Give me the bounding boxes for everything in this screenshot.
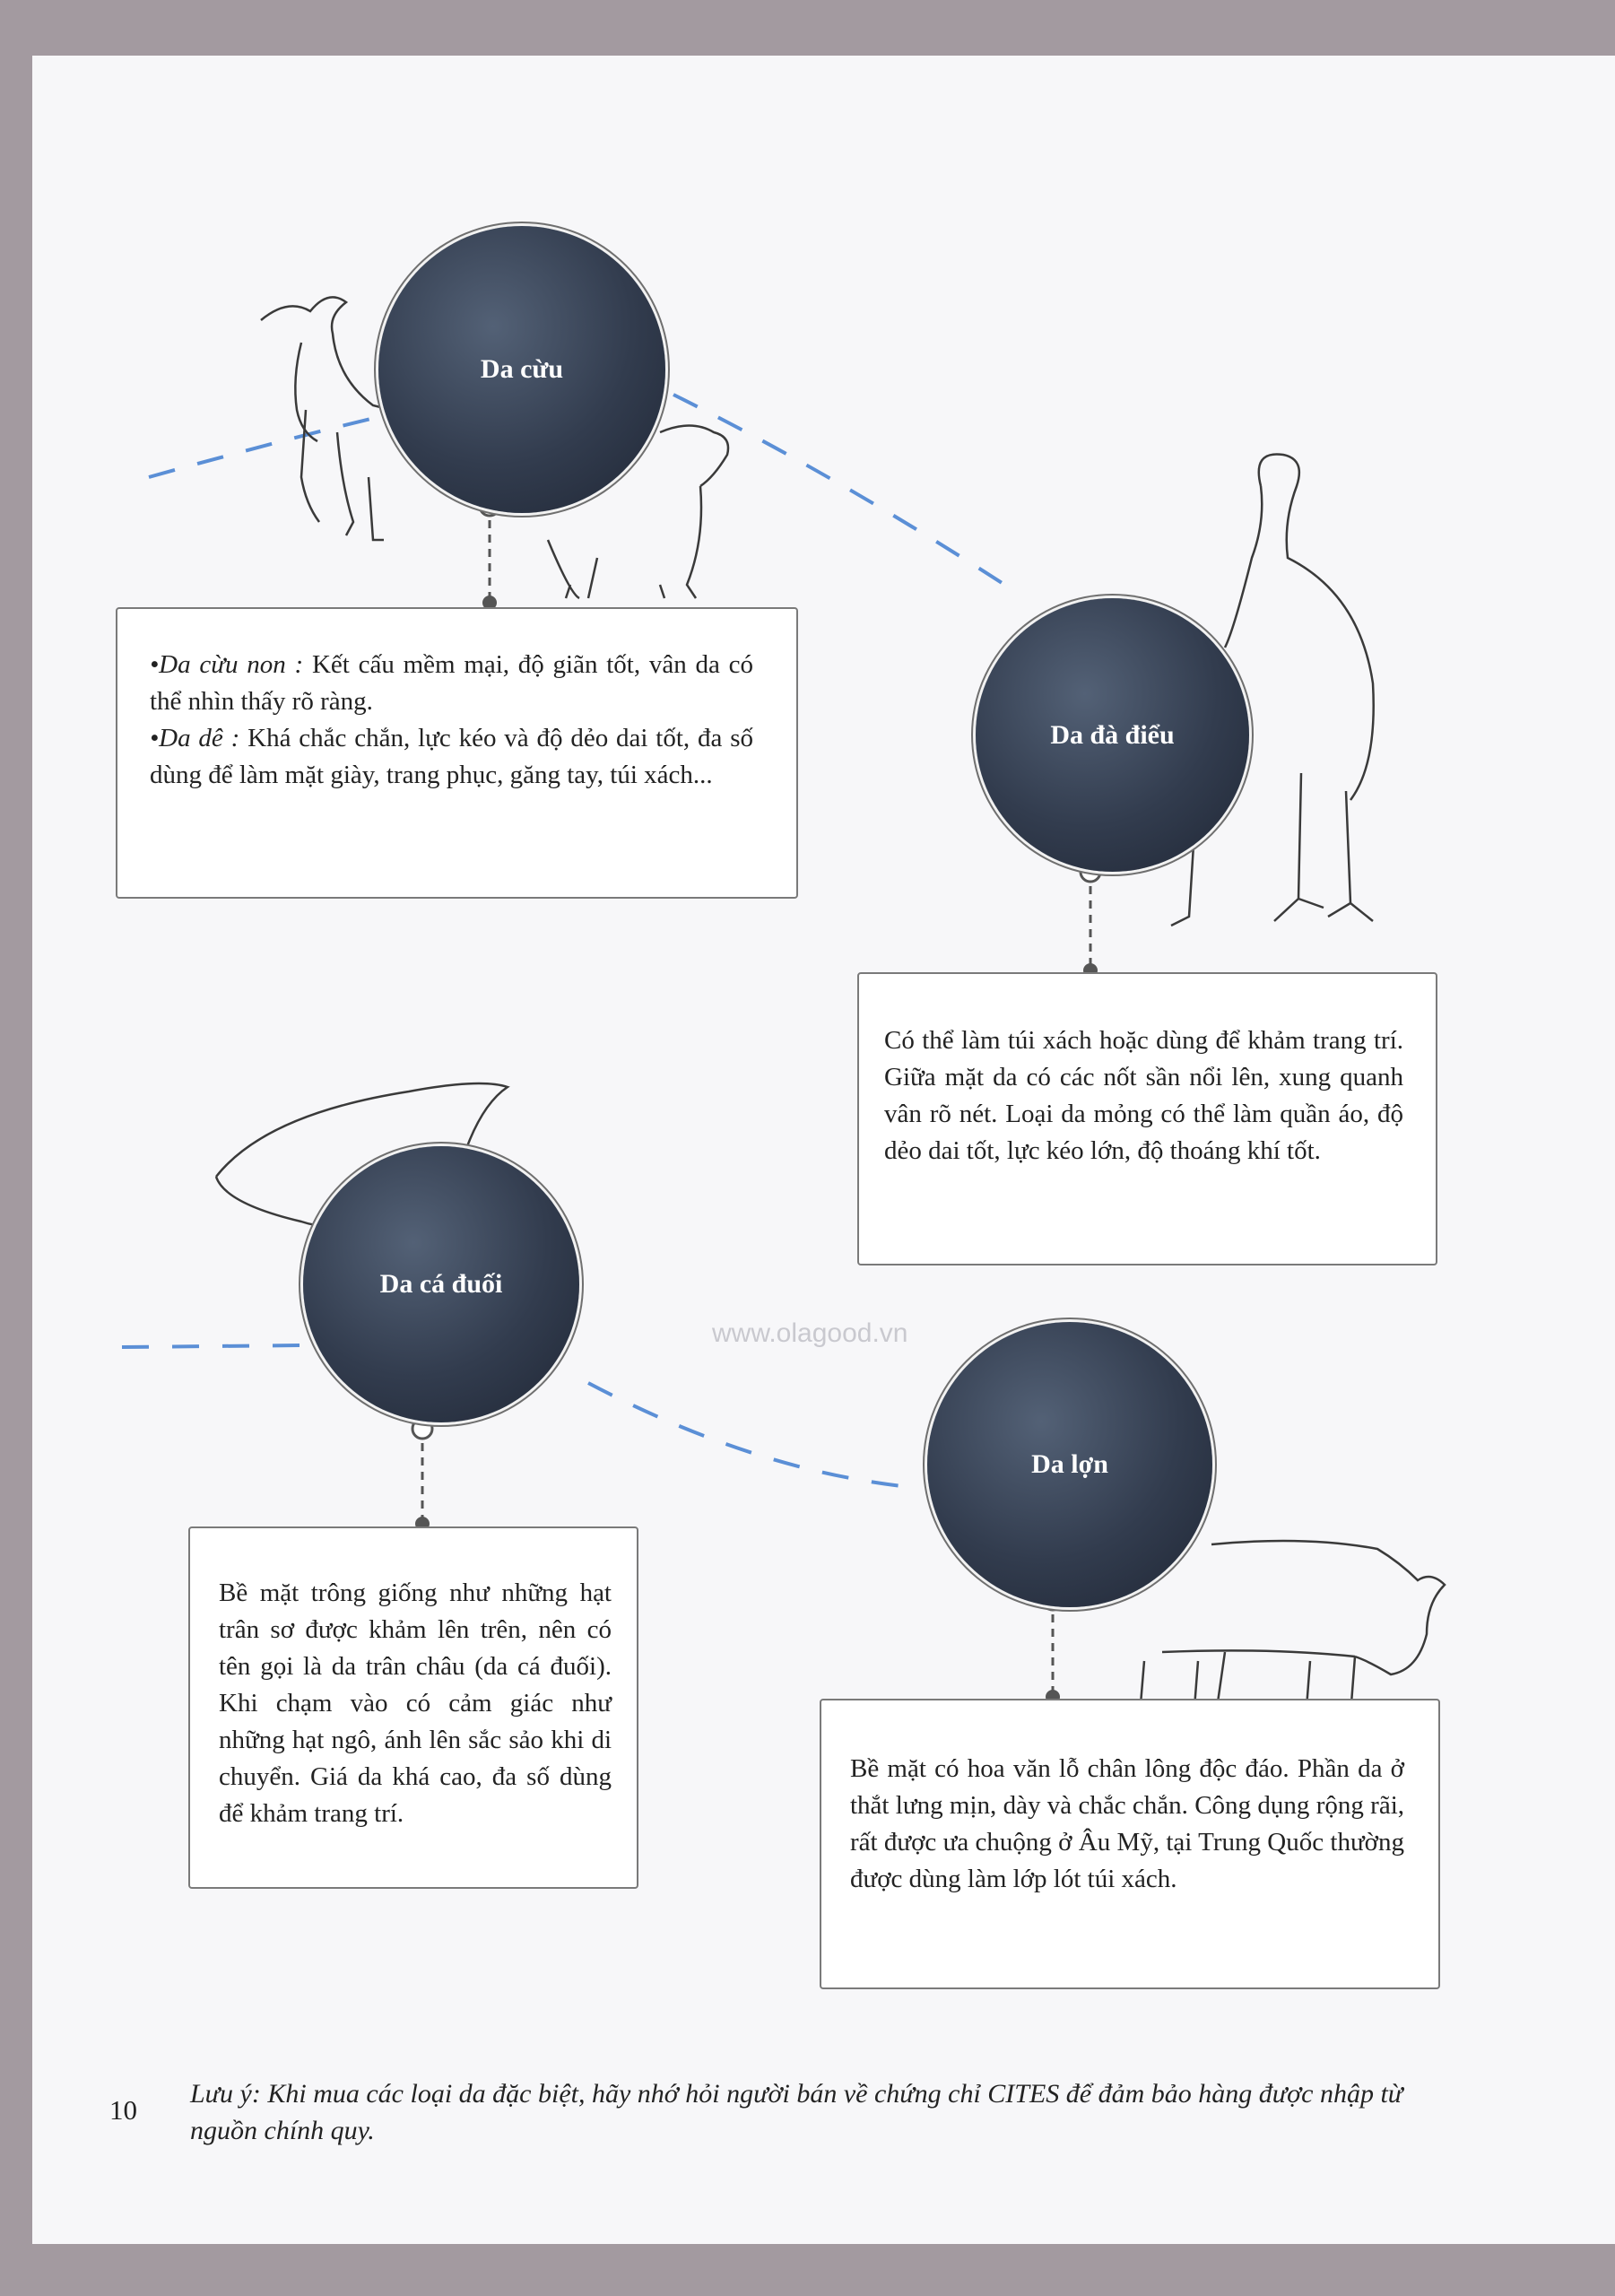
description-box-ostrich <box>857 972 1437 1265</box>
circle-label: Da cừu <box>480 354 564 384</box>
description-text: Bề mặt trông giống như những hạt trân sơ được khảm lên trên, nên có tên gọi là da trân châu (da cá đuối). Khi chạm vào có cảm giác như những hạt ngô, ánh lên sắc sảo khi di chuyển. Giá da khá cao, đa số dùng để khảm trang trí. <box>219 1578 612 1828</box>
page-number: 10 <box>109 2094 137 2126</box>
flow-line-mid-right <box>588 1383 902 1486</box>
circle-label: Da lợn <box>1031 1449 1108 1479</box>
flow-line-top <box>149 410 409 477</box>
circle-label: Da cá đuối <box>379 1269 503 1299</box>
flow-line-top-right <box>673 395 1019 594</box>
description-box-stingray <box>188 1526 638 1889</box>
watermark: www.olagood.vn <box>712 1318 908 1348</box>
connector-3 <box>412 1419 432 1531</box>
page <box>32 56 1615 2244</box>
description-line: •Da cừu non : Kết cấu mềm mại, độ giãn tốt, vân da có thể nhìn thấy rõ ràng. <box>150 650 753 716</box>
footnote: Lưu ý: Khi mua các loại da đặc biệt, hãy nhớ hỏi người bán về chứng chỉ CITES để đảm bảo hàng được nhập từ nguồn chính quy. <box>190 2079 1403 2145</box>
description-text: Có thể làm túi xách hoặc dùng để khảm trang trí. Giữa mặt da có các nốt sần nổi lên, xung quanh vân rõ nét. Loại da mỏng có thể làm quần áo, độ dẻo dai tốt, lực kéo lớn, độ thoáng khí tốt. <box>884 1026 1403 1165</box>
leather-circle-ostrich <box>976 598 1249 872</box>
flow-line-mid-left <box>122 1345 301 1347</box>
leather-circle-pig <box>927 1322 1212 1607</box>
leather-circle-stingray <box>303 1146 579 1422</box>
connector-2 <box>1081 862 1100 978</box>
pig-outline <box>1140 1541 1445 1719</box>
description-box-pig <box>820 1699 1440 1989</box>
description-box-sheep <box>116 607 798 899</box>
connector-1 <box>480 496 499 610</box>
connector-4 <box>1043 1590 1063 1704</box>
circle-label: Da đà điểu <box>1050 719 1175 750</box>
description-line: •Da dê : Khá chắc chắn, lực kéo và độ dẻo dai tốt, đa số dùng để làm mặt giày, trang phục, găng tay, túi xách... <box>150 724 754 789</box>
description-text: Bề mặt có hoa văn lỗ chân lông độc đáo. Phần da ở thắt lưng mịn, dày và chắc chắn. Công dụng rộng rãi, rất được ưa chuộng ở Âu Mỹ, tại Trung Quốc thường được dùng làm lớp lót túi xách. <box>850 1754 1404 1893</box>
leather-circle-sheep <box>378 226 665 513</box>
